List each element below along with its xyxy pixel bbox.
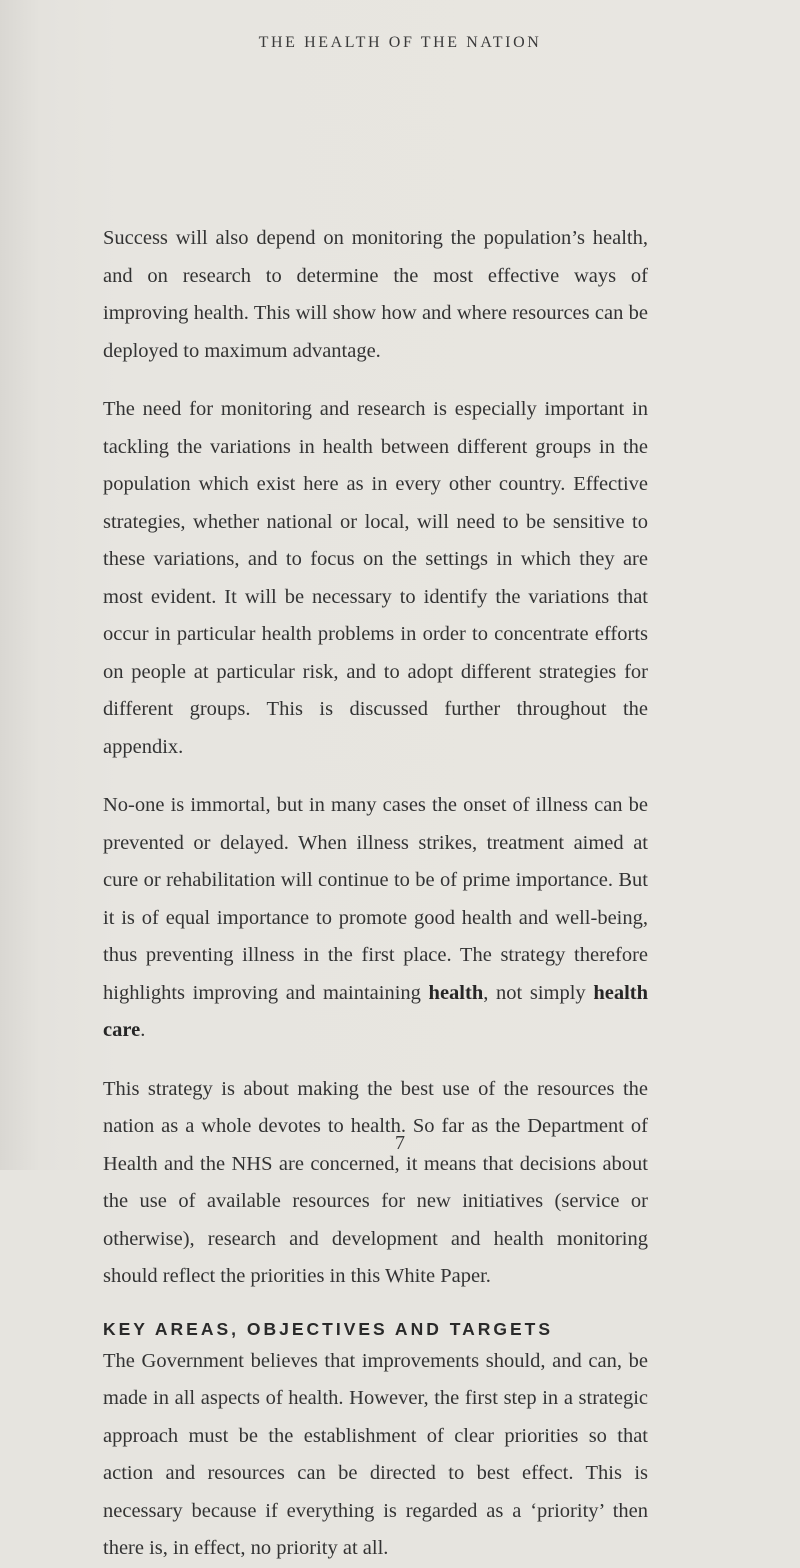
- paragraph-priorities: The Government believes that improvements should, and can, be made in all aspects of health. However, the first step in a strategic approach must be the establishment of clear priorities so that action and resources can be directed to best effect. This is necessary because if everything is regarded as a ‘priority’ then there is, in effect, no priority at all.: [103, 1349, 648, 1559]
- paragraph-text: .: [140, 1019, 146, 1041]
- paragraph-resources: This strategy is about making the best use of the resources the nation as a whole devotes to health. So far as the Department of Health and the NHS are concerned, it means that decisions about the use of available resources for new initiatives (service or otherwise), research and development and health monitoring should reflect the priorities in this White Paper.: [103, 1077, 648, 1287]
- body-text: [103, 220, 648, 1568]
- running-head: THE HEALTH OF THE NATION: [258, 34, 542, 51]
- page-number: 7: [395, 1132, 405, 1154]
- paragraph-variations: The need for monitoring and research is especially important in tackling the variations in health between different groups in the population which exist here as in every other country. Effective strategies, whether national or local, will need to be sensitive to these variations, and to focus on the settings in which they are most evident. It will be necessary to identify the variations that occur in particular health problems in order to concentrate efforts on people at particular risk, and to adopt different strategies for different groups. This is discussed further throughout the appendix.: [103, 398, 648, 758]
- section-heading: KEY AREAS, OBJECTIVES AND TARGETS: [103, 1318, 554, 1339]
- paragraph-monitoring: Success will also depend on monitoring the population’s health, and on research to determine the most effective ways of improving health. This will show how and where resources can be deployed to maximum advantage.: [103, 227, 648, 362]
- emphasis-health-care: health care: [103, 981, 648, 1041]
- paragraph-text: , not simply: [483, 981, 594, 1004]
- emphasis-health: health: [428, 981, 484, 1004]
- paragraph-text: No-one is immortal, but in many cases the onset of illness can be prevented or delayed. When illness strikes, treatment aimed at cure or rehabilitation will continue to be of prime importance. But it is of equal importance to promote good health and well-being, thus preventing illness in the first place. The strategy therefore highlights improving and maintaining: [103, 794, 648, 1004]
- paragraph-illness-prevention: [103, 787, 648, 1050]
